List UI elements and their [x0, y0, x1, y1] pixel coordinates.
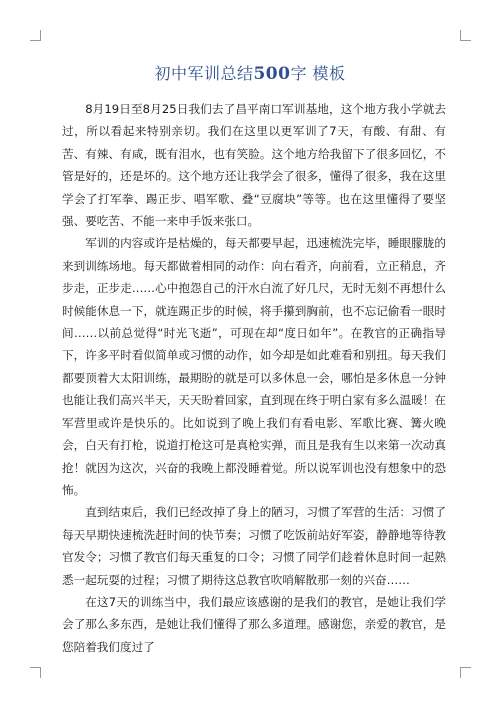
paragraph-3: 直到结束后，我们已经改掉了身上的陋习，习惯了军营的生活：习惯了每天早期快速梳洗赶时间的快节奏；习惯了吃饭前站好军姿，静静地等待教官发令；习惯了教官们每天重复的口令；习惯了同学们趁着休息时间一起熟悉一起玩耍的过程；习惯了期待这总教官吹哨解散那一刻的兴奋……: [62, 505, 446, 587]
crop-mark-bottom-right: [460, 667, 471, 678]
title-prefix: 初中军训总结: [154, 64, 254, 83]
title-number: 500: [253, 64, 291, 84]
paragraph-2: 军训的内容或许是枯燥的，每天都要早起，迅速梳洗完毕，睡眼朦胧的来到训练场地。每天都做着相同的动作：向右看齐，向前看，立正稍息，齐步走，正步走……心中抱怨自己的汗水白流了好几尺，无时无刻不再想什么时候能休息一下，就连踢正步的时候，将手攥到胸前，也不忘记偷看一眼时间……以前总觉得“时光飞逝”，可现在却“度日如年”。在教官的正确指导下，许多平时看似简单或习惯的动作，如今却是如此难看和别扭。每天我们都要顶着大太阳训练，最期盼的就是可以多休息一会，哪怕是多休息一分钟也能让我们高兴半天，天天盼着回家，直到现在终于明白家有多么温暖！在军营里或许是快乐的。比如说到了晚上我们有看电影、军歌比赛、篝火晚会，白天有打枪，说道打枪这可是真枪实弹，而且是我有生以来第一次动真抢！就因为这次，兴奋的我晚上都没睡着觉。所以说军训也没有想象中的恐怖。: [62, 236, 446, 497]
crop-mark-top-right: [460, 30, 471, 41]
title-suffix: 字 模板: [290, 64, 346, 83]
crop-mark-bottom-left: [30, 667, 41, 678]
crop-mark-top-left: [30, 30, 41, 41]
document-body: [62, 98, 446, 658]
paragraph-4: 在这7天的训练当中，我们最应该感谢的是我们的教官，是她让我们学会了那么多东西，是她让我们懂得了那么多道理。感谢您，亲爱的教官，是您陪着我们度过了: [62, 594, 446, 654]
paragraph-1: 8月19日至8月25日我们去了昌平南口军训基地，这个地方我小学就去过，所以看起来特别亲切。我们在这里以更军训了7天，有酸、有甜、有苦、有辣、有咸，既有泪水，也有笑脸。这个地方给我留下了很多回忆，不管是好的，还是坏的。这个地方还让我学会了很多，懂得了很多，我在这里学会了打军拳、踢正步、唱军歌、叠“豆腐块”等等。也在这里懂得了要坚强、要吃苦、不能一来申手饭来张口。: [62, 102, 446, 229]
document-title: [0, 62, 500, 86]
